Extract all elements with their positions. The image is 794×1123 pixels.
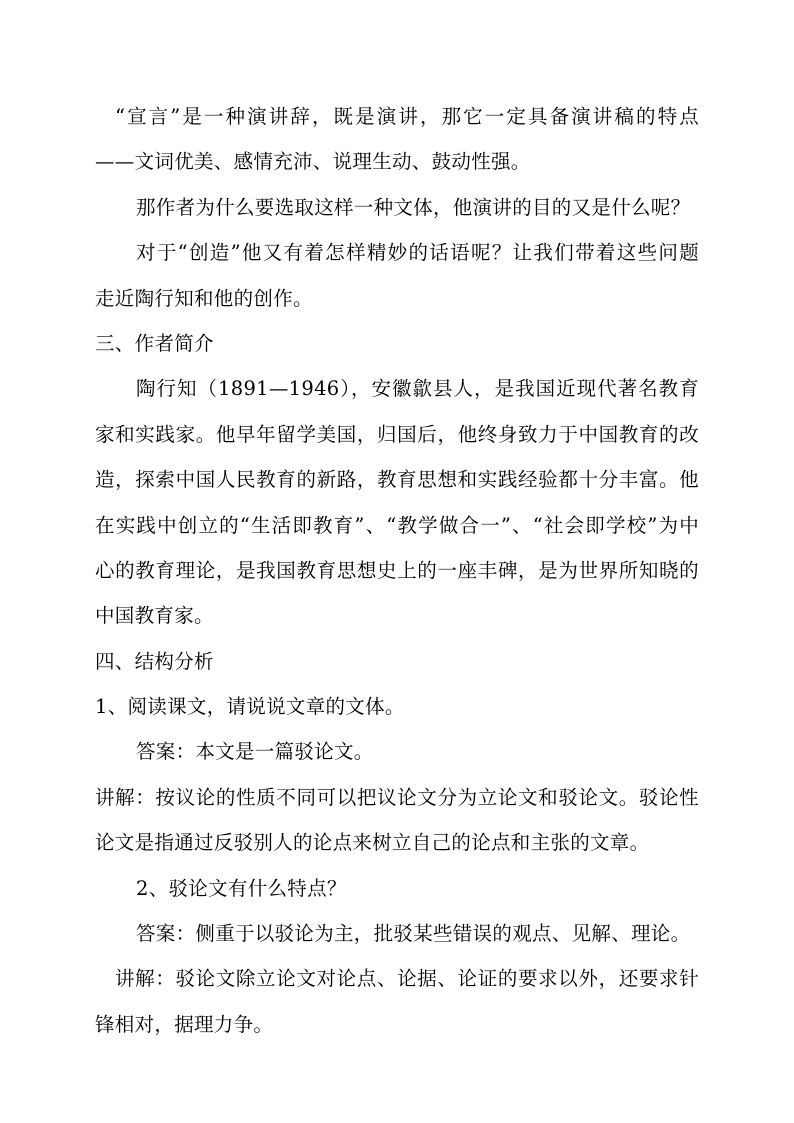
paragraph-line: 中国教育家。 xyxy=(95,604,214,628)
paragraph-line: 在实践中创立的“生活即教育”、“教学做合一”、“社会即学校”为中 xyxy=(95,513,699,537)
paragraph-line: 对于“创造”他又有着怎样精妙的话语呢？让我们带着这些问题 xyxy=(136,241,699,265)
answer-line: 答案：侧重于以驳论为主，批驳某些错误的观点、见解、理论。 xyxy=(136,922,691,946)
section-heading: 四、结构分析 xyxy=(95,649,214,673)
answer-line: 答案：本文是一篇驳论文。 xyxy=(136,740,374,764)
paragraph-line: 心的教育理论，是我国教育思想史上的一座丰碑，是为世界所知晓的 xyxy=(95,558,699,582)
paragraph-line: 走近陶行知和他的创作。 xyxy=(95,286,313,310)
paragraph-line: ——文词优美、感情充沛、说理生动、鼓动性强。 xyxy=(95,150,531,174)
explanation-line: 锋相对，据理力争。 xyxy=(95,1012,274,1036)
paragraph-line: 陶行知（1891—1946），安徽歙县人，是我国近现代著名教育 xyxy=(136,377,699,401)
paragraph-line: 那作者为什么要选取这样一种文体，他演讲的目的又是什么呢？ xyxy=(136,195,691,219)
explanation-line: 论文是指通过反驳别人的论点来树立自己的论点和主张的文章。 xyxy=(95,831,650,855)
paragraph-line: 造，探索中国人民教育的新路，教育思想和实践经验都十分丰富。他 xyxy=(95,468,699,492)
paragraph-line: 家和实践家。他早年留学美国，归国后，他终身致力于中国教育的改 xyxy=(95,422,699,446)
question-line: 2、驳论文有什么特点？ xyxy=(136,876,347,900)
explanation-line: 讲解：驳论文除立论文对论点、论据、论证的要求以外，还要求针 xyxy=(115,967,699,991)
section-heading: 三、作者简介 xyxy=(95,331,214,355)
explanation-line: 讲解：按议论的性质不同可以把议论文分为立论文和驳论文。驳论性 xyxy=(95,785,699,809)
document-page xyxy=(95,94,699,1047)
paragraph-line: “宣言”是一种演讲辞，既是演讲，那它一定具备演讲稿的特点 xyxy=(115,105,699,128)
question-line: 1、阅读课文，请说说文章的文体。 xyxy=(95,695,405,719)
